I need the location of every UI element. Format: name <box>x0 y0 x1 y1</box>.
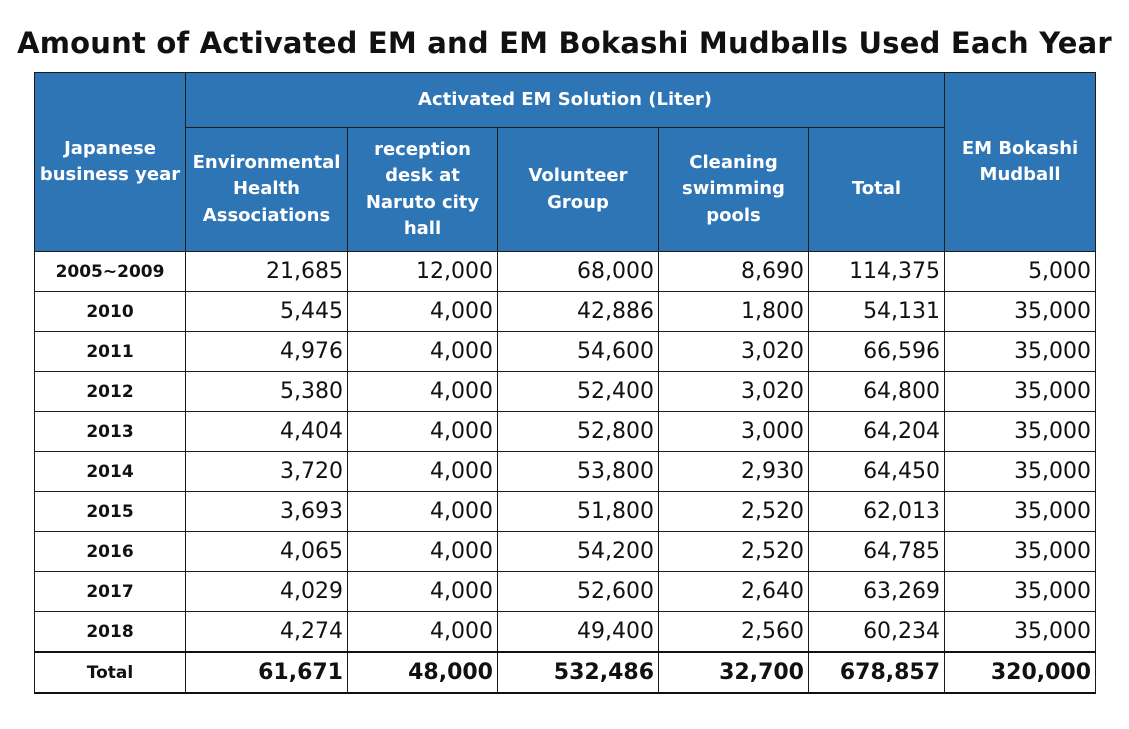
year-cell: 2014 <box>35 452 186 492</box>
total-environmental-health-cell: 61,671 <box>186 652 348 693</box>
reception-desk-cell: 4,000 <box>348 612 498 653</box>
mudball-cell: 35,000 <box>945 412 1096 452</box>
cleaning-pools-cell: 2,640 <box>659 572 809 612</box>
year-cell: 2018 <box>35 612 186 653</box>
total-cell: 64,800 <box>809 372 945 412</box>
cleaning-pools-cell: 3,020 <box>659 332 809 372</box>
cleaning-pools-cell: 3,020 <box>659 372 809 412</box>
cleaning-pools-cell: 8,690 <box>659 252 809 292</box>
table-row <box>35 452 1096 492</box>
cleaning-pools-cell: 1,800 <box>659 292 809 332</box>
reception-desk-cell: 12,000 <box>348 252 498 292</box>
cleaning-pools-cell: 3,000 <box>659 412 809 452</box>
environmental-health-cell: 4,029 <box>186 572 348 612</box>
environmental-health-cell: 5,445 <box>186 292 348 332</box>
table-row <box>35 412 1096 452</box>
total-cell: 62,013 <box>809 492 945 532</box>
volunteer-group-cell: 52,400 <box>498 372 659 412</box>
volunteer-group-cell: 49,400 <box>498 612 659 653</box>
mudball-cell: 35,000 <box>945 532 1096 572</box>
environmental-health-cell: 3,693 <box>186 492 348 532</box>
reception-desk-cell: 4,000 <box>348 572 498 612</box>
environmental-health-cell: 5,380 <box>186 372 348 412</box>
environmental-health-cell: 21,685 <box>186 252 348 292</box>
total-cell: 66,596 <box>809 332 945 372</box>
page-title: Amount of Activated EM and EM Bokashi Mudballs Used Each Year <box>17 26 1112 60</box>
table-row <box>35 612 1096 653</box>
mudball-column-header: EM Bokashi Mudball <box>945 73 1096 252</box>
reception-desk-cell: 4,000 <box>348 492 498 532</box>
environmental-health-cell: 3,720 <box>186 452 348 492</box>
environmental-health-cell: 4,404 <box>186 412 348 452</box>
total-mudball-cell: 320,000 <box>945 652 1096 693</box>
total-cell: 63,269 <box>809 572 945 612</box>
environmental-health-cell: 4,976 <box>186 332 348 372</box>
column-header-reception-desk: reception desk at Naruto city hall <box>348 128 498 252</box>
total-cell: 64,785 <box>809 532 945 572</box>
year-cell: 2017 <box>35 572 186 612</box>
environmental-health-cell: 4,274 <box>186 612 348 653</box>
year-cell: 2010 <box>35 292 186 332</box>
volunteer-group-cell: 68,000 <box>498 252 659 292</box>
year-cell: 2011 <box>35 332 186 372</box>
year-cell: 2005~2009 <box>35 252 186 292</box>
mudball-cell: 35,000 <box>945 292 1096 332</box>
environmental-health-cell: 4,065 <box>186 532 348 572</box>
volunteer-group-cell: 52,800 <box>498 412 659 452</box>
table-body <box>35 252 1096 694</box>
table-row <box>35 332 1096 372</box>
total-reception-desk-cell: 48,000 <box>348 652 498 693</box>
mudball-cell: 35,000 <box>945 572 1096 612</box>
table-total-row <box>35 652 1096 693</box>
total-cell: 64,204 <box>809 412 945 452</box>
table-row <box>35 292 1096 332</box>
total-cell: 64,450 <box>809 452 945 492</box>
year-cell: 2013 <box>35 412 186 452</box>
cleaning-pools-cell: 2,930 <box>659 452 809 492</box>
mudball-cell: 5,000 <box>945 252 1096 292</box>
total-cell: 114,375 <box>809 252 945 292</box>
reception-desk-cell: 4,000 <box>348 332 498 372</box>
volunteer-group-cell: 42,886 <box>498 292 659 332</box>
mudball-cell: 35,000 <box>945 612 1096 653</box>
volunteer-group-cell: 53,800 <box>498 452 659 492</box>
year-cell: 2016 <box>35 532 186 572</box>
reception-desk-cell: 4,000 <box>348 372 498 412</box>
reception-desk-cell: 4,000 <box>348 532 498 572</box>
year-cell: 2015 <box>35 492 186 532</box>
volunteer-group-cell: 51,800 <box>498 492 659 532</box>
year-column-header: Japanese business year <box>35 73 186 252</box>
column-header-total: Total <box>809 128 945 252</box>
cleaning-pools-cell: 2,560 <box>659 612 809 653</box>
column-header-cleaning-pools: Cleaning swimming pools <box>659 128 809 252</box>
table-row <box>35 492 1096 532</box>
mudball-cell: 35,000 <box>945 372 1096 412</box>
year-cell: 2012 <box>35 372 186 412</box>
table-row <box>35 572 1096 612</box>
reception-desk-cell: 4,000 <box>348 412 498 452</box>
volunteer-group-cell: 54,600 <box>498 332 659 372</box>
reception-desk-cell: 4,000 <box>348 292 498 332</box>
volunteer-group-cell: 54,200 <box>498 532 659 572</box>
volunteer-group-cell: 52,600 <box>498 572 659 612</box>
column-header-environmental-health: Environmental Health Associations <box>186 128 348 252</box>
total-volunteer-group-cell: 532,486 <box>498 652 659 693</box>
reception-desk-cell: 4,000 <box>348 452 498 492</box>
total-cleaning-pools-cell: 32,700 <box>659 652 809 693</box>
mudball-cell: 35,000 <box>945 452 1096 492</box>
total-cell: 60,234 <box>809 612 945 653</box>
cleaning-pools-cell: 2,520 <box>659 532 809 572</box>
mudball-cell: 35,000 <box>945 332 1096 372</box>
table-row <box>35 372 1096 412</box>
total-cell: 54,131 <box>809 292 945 332</box>
activated-em-group-header: Activated EM Solution (Liter) <box>186 73 945 128</box>
column-header-volunteer-group: Volunteer Group <box>498 128 659 252</box>
total-total-cell: 678,857 <box>809 652 945 693</box>
table-row <box>35 532 1096 572</box>
mudball-cell: 35,000 <box>945 492 1096 532</box>
data-table <box>34 72 1096 694</box>
table-row <box>35 252 1096 292</box>
total-label: Total <box>35 652 186 693</box>
cleaning-pools-cell: 2,520 <box>659 492 809 532</box>
